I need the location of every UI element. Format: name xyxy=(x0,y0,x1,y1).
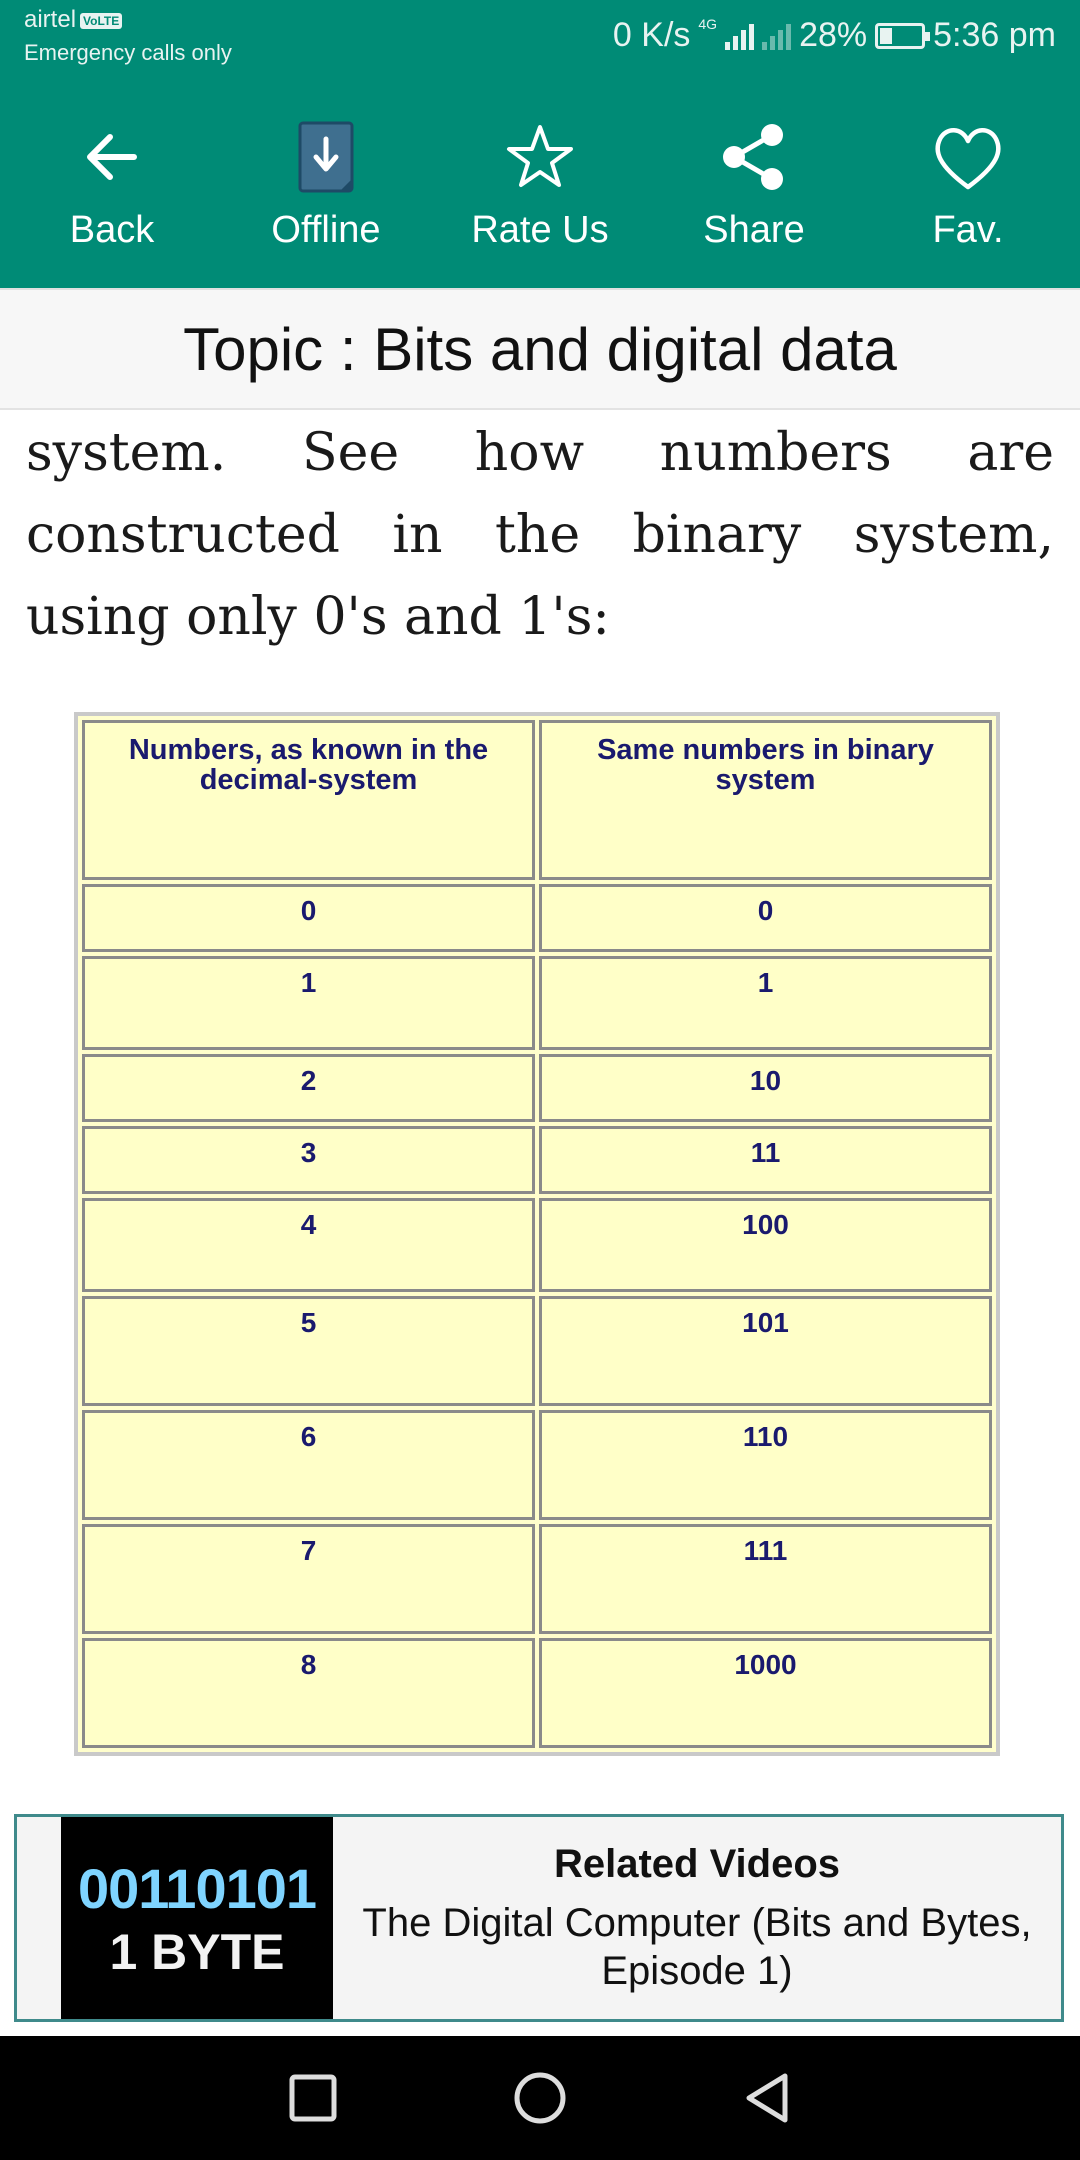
table-row xyxy=(82,956,992,1050)
emergency-text: Emergency calls only xyxy=(24,40,232,65)
table-row xyxy=(82,1410,992,1520)
star-icon xyxy=(500,117,580,197)
table-header-row xyxy=(82,720,992,880)
network-type: 4G xyxy=(698,16,718,32)
decimal-cell: 6 xyxy=(82,1410,535,1520)
back-label: Back xyxy=(69,208,155,251)
thumbnail-binary-text: 00110101 xyxy=(77,1856,317,1920)
share-icon xyxy=(714,117,794,197)
video-thumbnail[interactable] xyxy=(61,1817,333,2019)
related-video-card[interactable] xyxy=(14,1814,1064,2022)
topic-bar xyxy=(0,288,1080,410)
share-label: Share xyxy=(703,208,805,251)
table-row xyxy=(82,1296,992,1406)
topic-title: Topic : Bits and digital data xyxy=(183,315,897,383)
decimal-cell: 5 xyxy=(82,1296,535,1406)
home-icon[interactable] xyxy=(510,2068,570,2128)
signal-icon xyxy=(725,22,754,50)
rate-us-label: Rate Us xyxy=(471,208,609,251)
offline-button[interactable] xyxy=(226,72,426,288)
decimal-cell: 4 xyxy=(82,1198,535,1292)
decimal-cell: 7 xyxy=(82,1524,535,1634)
header-decimal: Numbers, as known in the decimal-system xyxy=(82,720,535,880)
back-button[interactable] xyxy=(12,72,212,288)
decimal-cell: 2 xyxy=(82,1054,535,1122)
toolbar xyxy=(0,72,1080,288)
system-nav-bar xyxy=(0,2036,1080,2160)
binary-cell: 1000 xyxy=(539,1638,992,1748)
clock: 5:36 pm xyxy=(933,16,1056,54)
favourite-button[interactable] xyxy=(868,72,1068,288)
battery-fill xyxy=(880,28,892,44)
related-text xyxy=(333,1817,1061,2019)
back-arrow-icon xyxy=(72,117,152,197)
rate-us-button[interactable] xyxy=(440,72,640,288)
header-binary: Same numbers in binary system xyxy=(539,720,992,880)
share-button[interactable] xyxy=(654,72,854,288)
binary-cell: 1 xyxy=(539,956,992,1050)
download-icon xyxy=(286,117,366,197)
recents-icon[interactable] xyxy=(283,2068,343,2128)
binary-cell: 11 xyxy=(539,1126,992,1194)
table-row xyxy=(82,1638,992,1748)
table-row xyxy=(82,1524,992,1634)
decimal-cell: 1 xyxy=(82,956,535,1050)
related-video-name: The Digital Computer (Bits and Bytes, Episode 1) xyxy=(362,1900,1032,1993)
favourite-label: Fav. xyxy=(932,208,1004,251)
decimal-cell: 8 xyxy=(82,1638,535,1748)
binary-cell: 110 xyxy=(539,1410,992,1520)
table-row xyxy=(82,1054,992,1122)
binary-table xyxy=(74,712,1000,1756)
volte-badge: VoLTE xyxy=(80,13,122,29)
binary-cell: 100 xyxy=(539,1198,992,1292)
binary-cell: 10 xyxy=(539,1054,992,1122)
signal-sim2-icon xyxy=(762,22,791,50)
binary-cell: 0 xyxy=(539,884,992,952)
offline-label: Offline xyxy=(271,208,381,251)
thumbnail-byte-text: 1 BYTE xyxy=(109,1923,285,1980)
status-right xyxy=(613,16,1056,55)
battery-percent: 28% xyxy=(799,16,868,54)
article-content[interactable] xyxy=(0,412,1080,2012)
battery-icon xyxy=(875,23,925,49)
table-row xyxy=(82,1198,992,1292)
related-videos-title: Related Videos xyxy=(553,1841,841,1886)
network-speed: 0 K/s xyxy=(612,16,691,54)
article-paragraph: system. See how numbers are constructed in the binary system, using only 0's and 1's: xyxy=(26,423,1054,647)
carrier-name: airtel xyxy=(24,6,77,33)
back-triangle-icon[interactable] xyxy=(737,2068,797,2128)
status-bar xyxy=(0,0,1080,72)
table-row xyxy=(82,1126,992,1194)
decimal-cell: 0 xyxy=(82,884,535,952)
decimal-cell: 3 xyxy=(82,1126,535,1194)
binary-cell: 101 xyxy=(539,1296,992,1406)
binary-cell: 111 xyxy=(539,1524,992,1634)
heart-icon xyxy=(928,117,1008,197)
table-row xyxy=(82,884,992,952)
carrier xyxy=(24,6,122,34)
